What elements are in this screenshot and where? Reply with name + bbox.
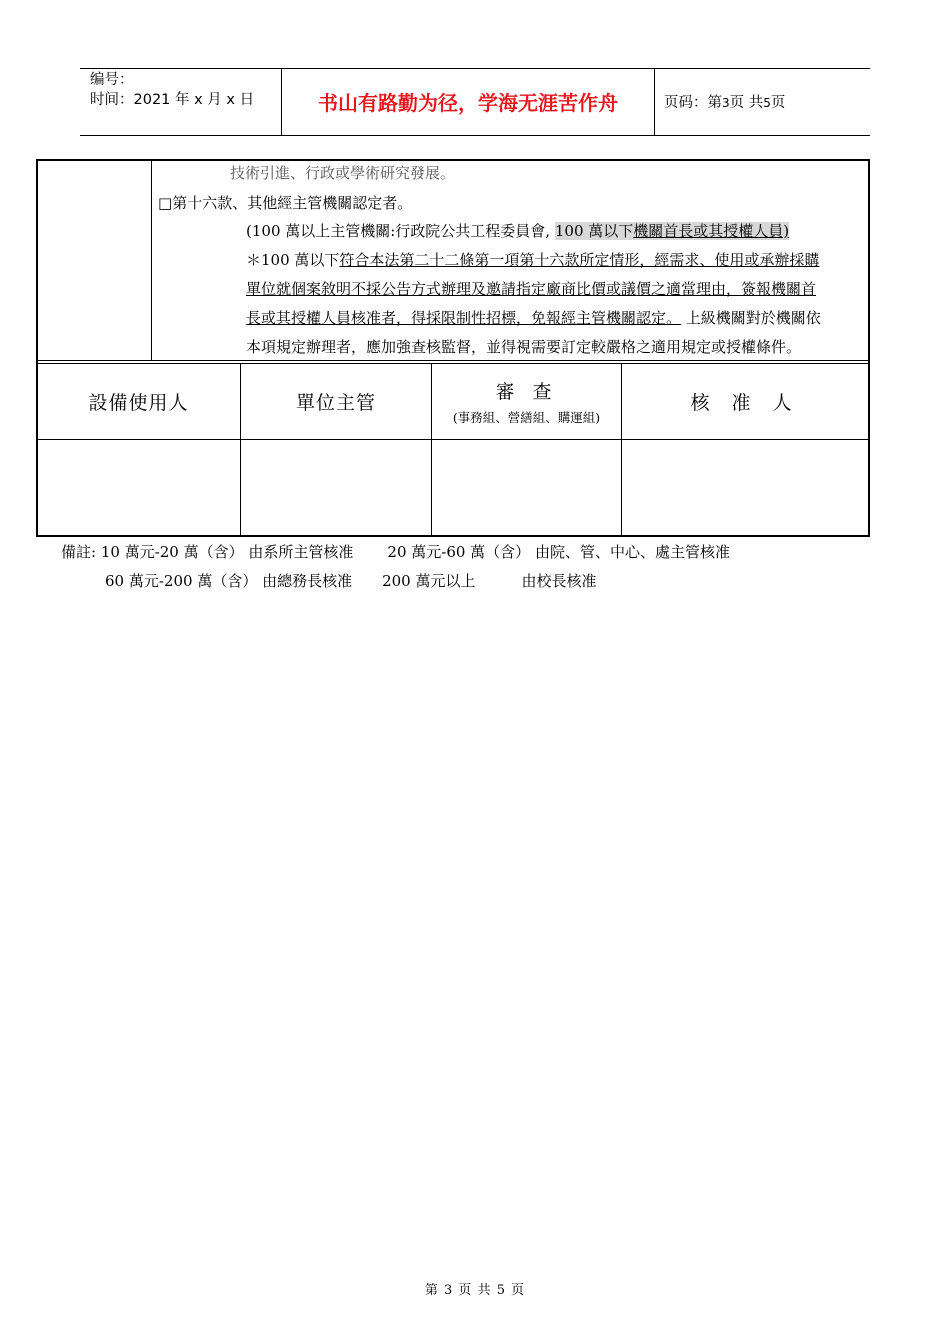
clause-line-tech: 技術引進、行政或學術研究發展。 <box>230 164 456 182</box>
page-suffix: 页 <box>770 95 786 111</box>
signoff-user-header <box>37 364 240 439</box>
note-range-60-200: 60 萬元-200 萬（含） 由總務長核准 <box>105 572 353 590</box>
clause-star-line <box>246 248 819 272</box>
clause-authority-note <box>246 219 789 243</box>
star-prefix: ＊100 萬以下 <box>246 251 340 269</box>
signoff-supervisor-header <box>241 364 431 439</box>
signoff-user-label: 設備使用人 <box>88 392 189 414</box>
note-range-200-plus: 200 萬元以上 <box>382 572 476 590</box>
form-left-column-rule <box>151 159 152 361</box>
signoff-review-sublabel: (事務組、營繕組、購運組) <box>452 410 601 425</box>
page-footer: 第 3 页 共 5 页 <box>424 1283 526 1298</box>
authority-below-highlight: 100 萬以下 <box>554 222 634 240</box>
signature-review-field[interactable] <box>432 440 621 536</box>
authority-above: (100 萬以上主管機關:行政院公共工程委員會, <box>246 222 551 240</box>
notes-row-2 <box>105 570 597 592</box>
signoff-approver-label: 核 准 人 <box>690 392 800 414</box>
page-number: 3 <box>722 96 730 110</box>
clause-line-c: 單位就個案敘明不採公告方式辦理及邀請指定廠商比價或議價之適當理由，簽報機關首 <box>246 280 817 298</box>
authority-below-head: 機關首長或其授權人員) <box>633 222 790 240</box>
form-section-rule-1 <box>36 360 870 361</box>
header-bottom-rule <box>80 135 870 136</box>
page-total: 5 <box>763 96 771 110</box>
star-rule-text: 符合本法第二十二條第一項第十六款所定情形，經需求、使用或承辦採購 <box>339 251 820 269</box>
note-range-10-20: 10 萬元-20 萬（含） 由系所主管核准 <box>100 543 354 561</box>
doc-time-label: 时间：2021 年 x 月 x 日 <box>90 92 255 108</box>
checkbox-item16[interactable]: □ <box>158 194 173 212</box>
signature-approver-field[interactable] <box>622 440 868 536</box>
note-range-20-60: 20 萬元-60 萬（含） 由院、管、中心、處主管核准 <box>387 543 730 561</box>
note-range-200-approver: 由校長核准 <box>521 572 597 590</box>
doc-number-label: 编号： <box>90 72 134 88</box>
clause-item16-label: 第十六款、其他經主管機關認定者。 <box>172 194 413 212</box>
signoff-review-header <box>432 364 621 439</box>
notes-label: 備註: <box>61 543 97 561</box>
signature-user-field[interactable] <box>37 440 240 536</box>
header-top-rule <box>80 68 870 69</box>
line-d-rest: 上級機關對於機關依 <box>685 309 821 327</box>
clause-line-d <box>246 306 821 330</box>
page-prefix: 页码：第 <box>664 95 722 111</box>
header-page-indicator <box>664 93 785 113</box>
clause-item16 <box>158 191 412 215</box>
page-mid: 页 共 <box>729 95 764 111</box>
signoff-supervisor-label: 單位主管 <box>295 392 376 414</box>
signoff-review-label: 審 查 <box>495 381 558 403</box>
header-divider-right <box>654 68 655 136</box>
header-meta <box>90 70 254 110</box>
clause-line-e: 本項規定辦理者，應加強查核監督，並得視需要訂定較嚴格之適用規定或授權條件。 <box>246 338 802 356</box>
header-motto: 书山有路勤为径，学海无涯苦作舟 <box>318 91 618 115</box>
signoff-approver-header <box>622 364 868 439</box>
signature-supervisor-field[interactable] <box>241 440 431 536</box>
line-d-underlined: 長或其授權人員核准者，得採限制性招標，免報經主管機關認定。 <box>246 309 682 327</box>
notes-row-1 <box>61 541 730 563</box>
